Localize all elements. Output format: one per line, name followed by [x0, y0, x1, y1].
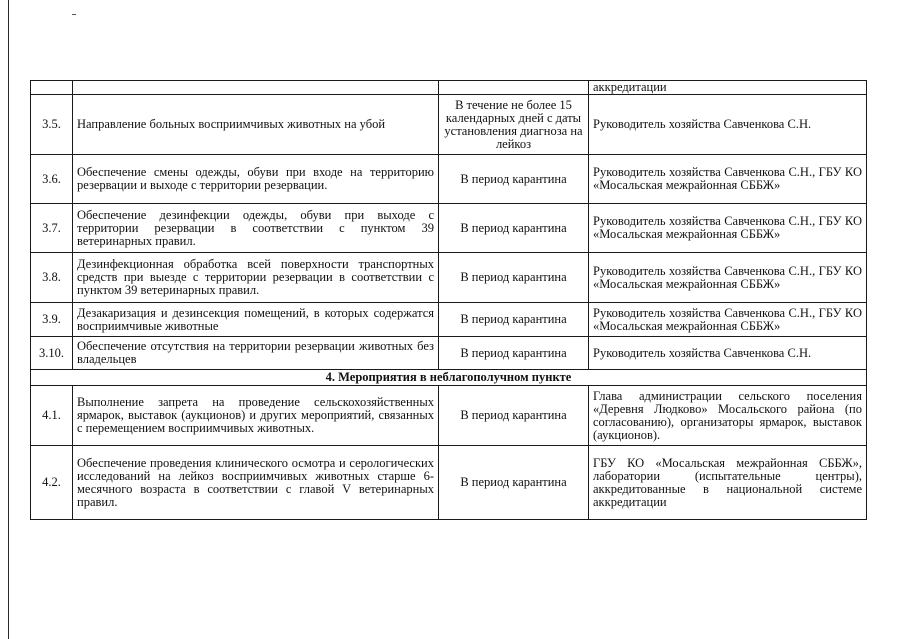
row-event: Обеспечение смены одежды, обуви при входе на территорию резервации и выходе с территории резервации.	[73, 155, 439, 204]
row-event: Обеспечение отсутствия на территории резервации животных без владельцев	[73, 337, 439, 370]
row-event	[73, 81, 439, 95]
row-number: 4.2.	[31, 446, 73, 520]
row-responsible: Руководитель хозяйства Савченкова С.Н., ГБУ КО «Мосальская межрайонная СББЖ»	[589, 253, 867, 303]
row-term: В период карантина	[439, 337, 589, 370]
row-event: Дезакаризация и дезинсекция помещений, в которых содержатся восприимчивые животные	[73, 303, 439, 337]
table-row	[31, 253, 867, 303]
row-number	[31, 81, 73, 95]
row-term: В период карантина	[439, 155, 589, 204]
row-event: Направление больных восприимчивых животных на убой	[73, 95, 439, 155]
row-number: 3.6.	[31, 155, 73, 204]
table-row	[31, 155, 867, 204]
row-event: Обеспечение дезинфекции одежды, обуви при выходе с территории резервации в соответствии с пунктом 39 ветеринарных правил.	[73, 204, 439, 253]
row-number: 3.9.	[31, 303, 73, 337]
table-row	[31, 95, 867, 155]
table-row-continuation	[31, 81, 867, 95]
row-term: В период карантина	[439, 386, 589, 446]
row-term: В период карантина	[439, 446, 589, 520]
row-term: В период карантина	[439, 303, 589, 337]
table-row	[31, 446, 867, 520]
table-row	[31, 204, 867, 253]
row-responsible: Глава администрации сельского поселения «Деревня Людково» Мосальского района (по согласованию), организаторы ярмарок, выставок (аукционов).	[589, 386, 867, 446]
row-responsible: аккредитации	[589, 81, 867, 95]
row-number: 3.10.	[31, 337, 73, 370]
section-title: 4. Мероприятия в неблагополучном пункте	[31, 370, 867, 386]
measures-table	[30, 80, 867, 520]
section-header-row	[31, 370, 867, 386]
row-term: В период карантина	[439, 204, 589, 253]
row-event: Выполнение запрета на проведение сельскохозяйственных ярмарок, выставок (аукционов) и других мероприятий, связанных с перемещением восприимчивых животных.	[73, 386, 439, 446]
row-event: Обеспечение проведения клинического осмотра и серологических исследований на лейкоз восприимчивых животных старше 6-месячного возраста в соответствии с главой V ветеринарных правил.	[73, 446, 439, 520]
page-left-edge	[8, 0, 9, 639]
table-row	[31, 386, 867, 446]
row-responsible: Руководитель хозяйства Савченкова С.Н.	[589, 95, 867, 155]
row-number: 3.8.	[31, 253, 73, 303]
row-responsible: Руководитель хозяйства Савченкова С.Н., ГБУ КО «Мосальская межрайонная СББЖ»	[589, 303, 867, 337]
row-event: Дезинфекционная обработка всей поверхности транспортных средств при выезде с территории резервации в соответствии с пунктом 39 ветеринарных правил.	[73, 253, 439, 303]
row-responsible: Руководитель хозяйства Савченкова С.Н., ГБУ КО «Мосальская межрайонная СББЖ»	[589, 155, 867, 204]
row-number: 3.7.	[31, 204, 73, 253]
row-term	[439, 81, 589, 95]
table-row	[31, 303, 867, 337]
row-responsible: Руководитель хозяйства Савченкова С.Н., ГБУ КО «Мосальская межрайонная СББЖ»	[589, 204, 867, 253]
row-responsible: ГБУ КО «Мосальская межрайонная СББЖ», лаборатории (испытательные центры), аккредитованные в национальной системе аккредитации	[589, 446, 867, 520]
row-number: 3.5.	[31, 95, 73, 155]
scan-speck	[72, 14, 76, 15]
row-term: В период карантина	[439, 253, 589, 303]
row-number: 4.1.	[31, 386, 73, 446]
row-term: В течение не более 15 календарных дней с даты установления диагноза на лейкоз	[439, 95, 589, 155]
table-row	[31, 337, 867, 370]
row-responsible: Руководитель хозяйства Савченкова С.Н.	[589, 337, 867, 370]
